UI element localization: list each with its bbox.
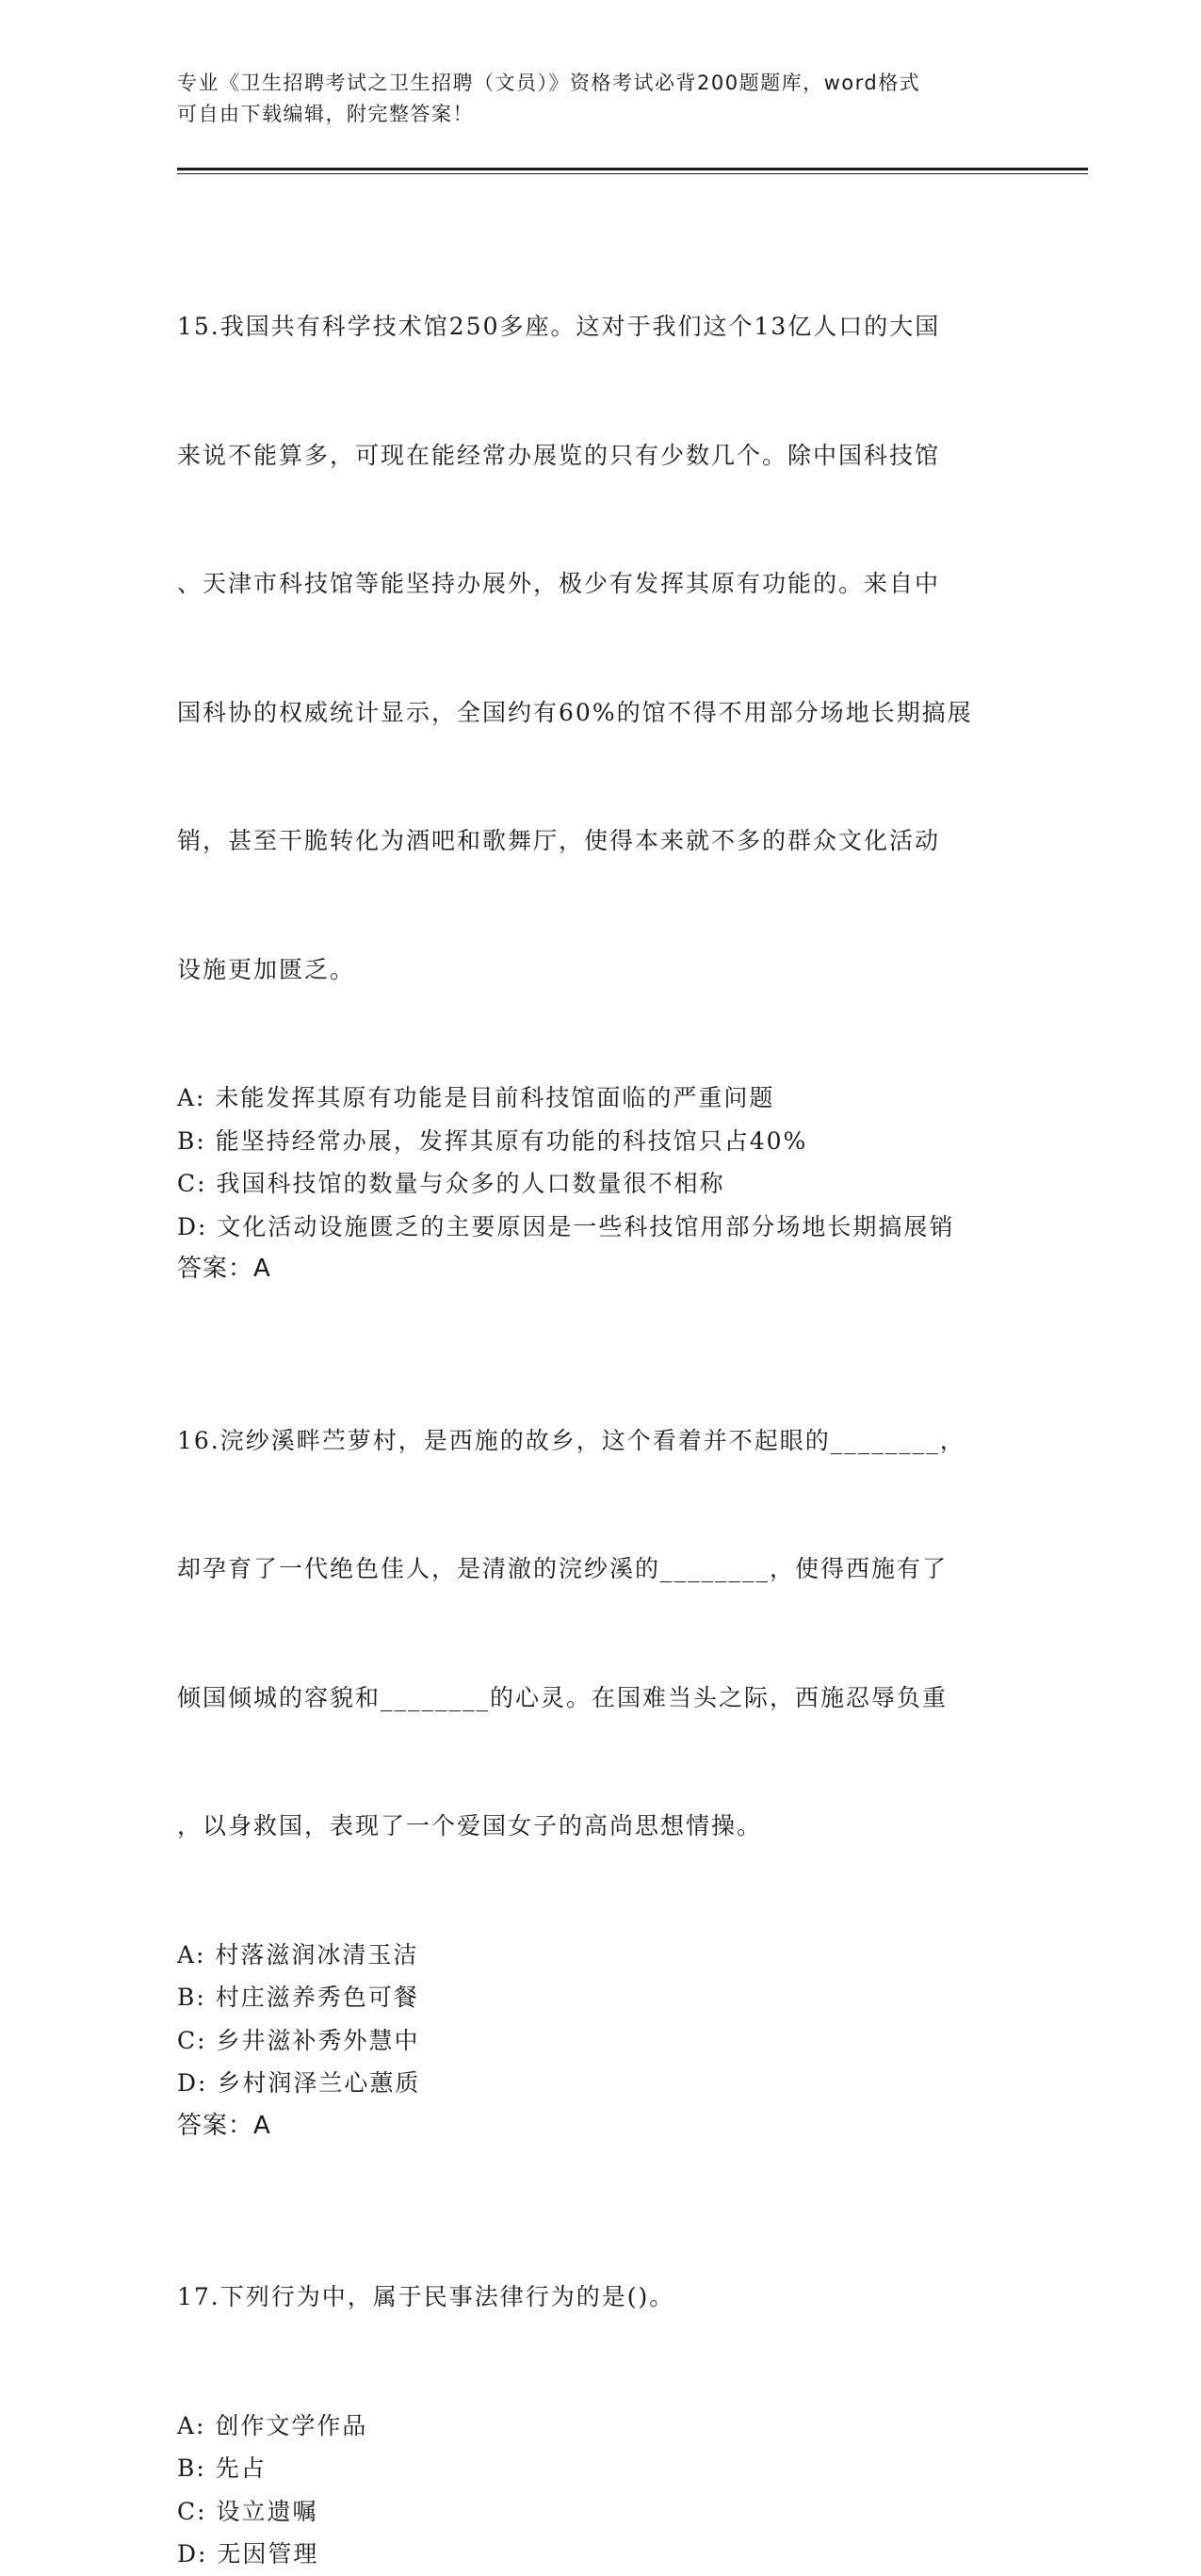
stem-line: 国科协的权威统计显示，全国约有60%的馆不得不用部分场地长期搞展 — [177, 698, 973, 726]
header-title-line2: 可自由下载编辑，附完整答案！ — [177, 103, 474, 125]
header-divider-thin — [177, 173, 1088, 174]
stem-line: 、天津市科技馆等能坚持办展外，极少有发挥其原有功能的。来自中 — [177, 570, 941, 597]
stem-line: 却孕育了一代绝色佳人，是清澈的浣纱溪的________，使得西施有了 — [177, 1555, 949, 1582]
option-b: B: 村庄滋养秀色可餐 — [177, 1984, 419, 2011]
option-a: A: 村落滋润冰清玉洁 — [177, 1940, 419, 1968]
option-c: C: 乡井滋补秀外慧中 — [177, 2026, 420, 2054]
stem-line: 来说不能算多，可现在能经常办展览的只有少数几个。除中国科技馆 — [177, 441, 941, 469]
answer: 答案：A — [177, 1255, 271, 1283]
question-spacer — [177, 2147, 1015, 2190]
page-header — [177, 68, 1006, 130]
stem-line: 15.我国共有科学技术馆250多座。这对于我们这个13亿人口的大国 — [177, 313, 941, 340]
question-spacer — [177, 1291, 1015, 1334]
option-c: C: 我国科技馆的数量与众多的人口数量很不相称 — [177, 1170, 725, 1197]
option-c: C: 设立遗嘱 — [177, 2497, 318, 2525]
stem-line: 设施更加匮乏。 — [177, 955, 356, 983]
answer: 答案：A — [177, 2111, 271, 2140]
question-stem — [177, 219, 1015, 1077]
stem-line: 倾国倾城的容貌和________的心灵。在国难当头之际，西施忍辱负重 — [177, 1683, 949, 1711]
stem-line: ，以身救国，表现了一个爱国女子的高尚思想情操。 — [177, 1812, 763, 1839]
option-d: D: 文化活动设施匮乏的主要原因是一些科技馆用部分场地长期搞展销 — [177, 1212, 955, 1240]
header-divider-thick — [177, 168, 1088, 170]
stem-line: 销，甚至干脆转化为酒吧和歌舞厅，使得本来就不多的群众文化活动 — [177, 827, 941, 854]
stem-line: 16.浣纱溪畔苎萝村，是西施的故乡，这个看着并不起眼的________， — [177, 1426, 966, 1454]
stem-line: 17.下列行为中，属于民事法律行为的是()。 — [177, 2283, 675, 2310]
header-title-line1: 专业《卫生招聘考试之卫生招聘（文员）》资格考试必背200题题库，word格式 — [177, 72, 921, 94]
option-b: B: 能坚持经常办展，发挥其原有功能的科技馆只占40% — [177, 1126, 808, 1155]
question-17 — [177, 2190, 1015, 2576]
question-15 — [177, 219, 1015, 1291]
question-16 — [177, 1334, 1015, 2148]
option-d: D: 乡村润泽兰心蕙质 — [177, 2069, 421, 2097]
question-list — [177, 219, 1015, 2576]
option-b: B: 先占 — [177, 2454, 267, 2482]
option-a: A: 未能发挥其原有功能是目前科技馆面临的严重问题 — [177, 1084, 775, 1111]
option-a: A: 创作文学作品 — [177, 2411, 368, 2439]
question-stem — [177, 1334, 1015, 1934]
option-d: D: 无因管理 — [177, 2540, 319, 2568]
question-stem — [177, 2190, 1015, 2405]
